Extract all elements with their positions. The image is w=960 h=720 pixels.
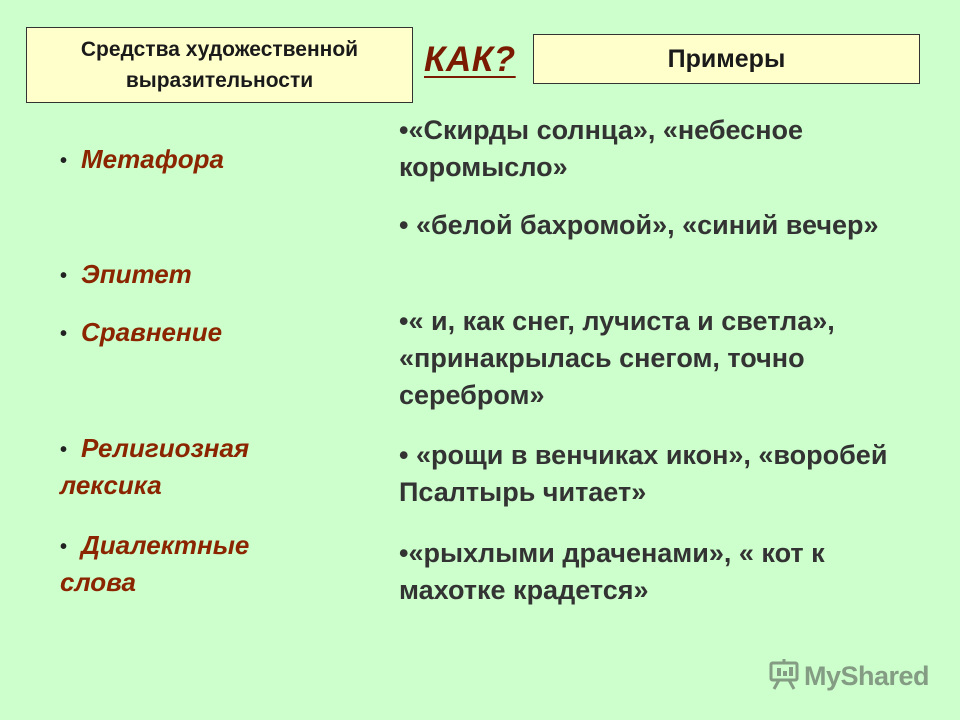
means-header-box	[26, 27, 413, 103]
term-item	[60, 528, 300, 600]
examples-header-box	[533, 34, 920, 84]
term-label: Метафора	[81, 144, 224, 174]
watermark	[768, 658, 929, 695]
bullet-icon: •	[60, 150, 68, 172]
bullet-icon: •	[60, 536, 68, 558]
example-item: •« и, как снег, лучиста и светла», «принакрылась снегом, точно серебром»	[399, 306, 835, 410]
example-item: •«рыхлыми драченами», « кот к махотке крадется»	[399, 538, 825, 605]
term-item	[60, 315, 360, 352]
term-item	[60, 257, 360, 294]
example-item: • «рощи в венчиках икон», «воробей Псалтырь читает»	[399, 440, 888, 507]
bullet-icon: •	[60, 439, 68, 461]
example-item: • «белой бахромой», «синий вечер»	[399, 210, 879, 240]
how-label: КАК?	[424, 40, 516, 79]
watermark-text: MyShared	[804, 661, 930, 691]
bullet-icon: •	[60, 265, 68, 287]
term-item	[60, 431, 300, 503]
example-item: •«Скирды солнца», «небесное коромысло»	[399, 115, 804, 182]
means-header-title: Средства художественной выразительности	[80, 38, 359, 92]
examples-header-title: Примеры	[667, 44, 786, 73]
term-item	[60, 142, 360, 179]
term-label: Сравнение	[81, 317, 223, 347]
presentation-board-icon	[768, 658, 804, 695]
term-label: Религиозная лексика	[60, 433, 250, 500]
term-label: Эпитет	[81, 259, 192, 289]
term-label: Диалектные слова	[60, 530, 250, 597]
bullet-icon: •	[60, 323, 68, 345]
